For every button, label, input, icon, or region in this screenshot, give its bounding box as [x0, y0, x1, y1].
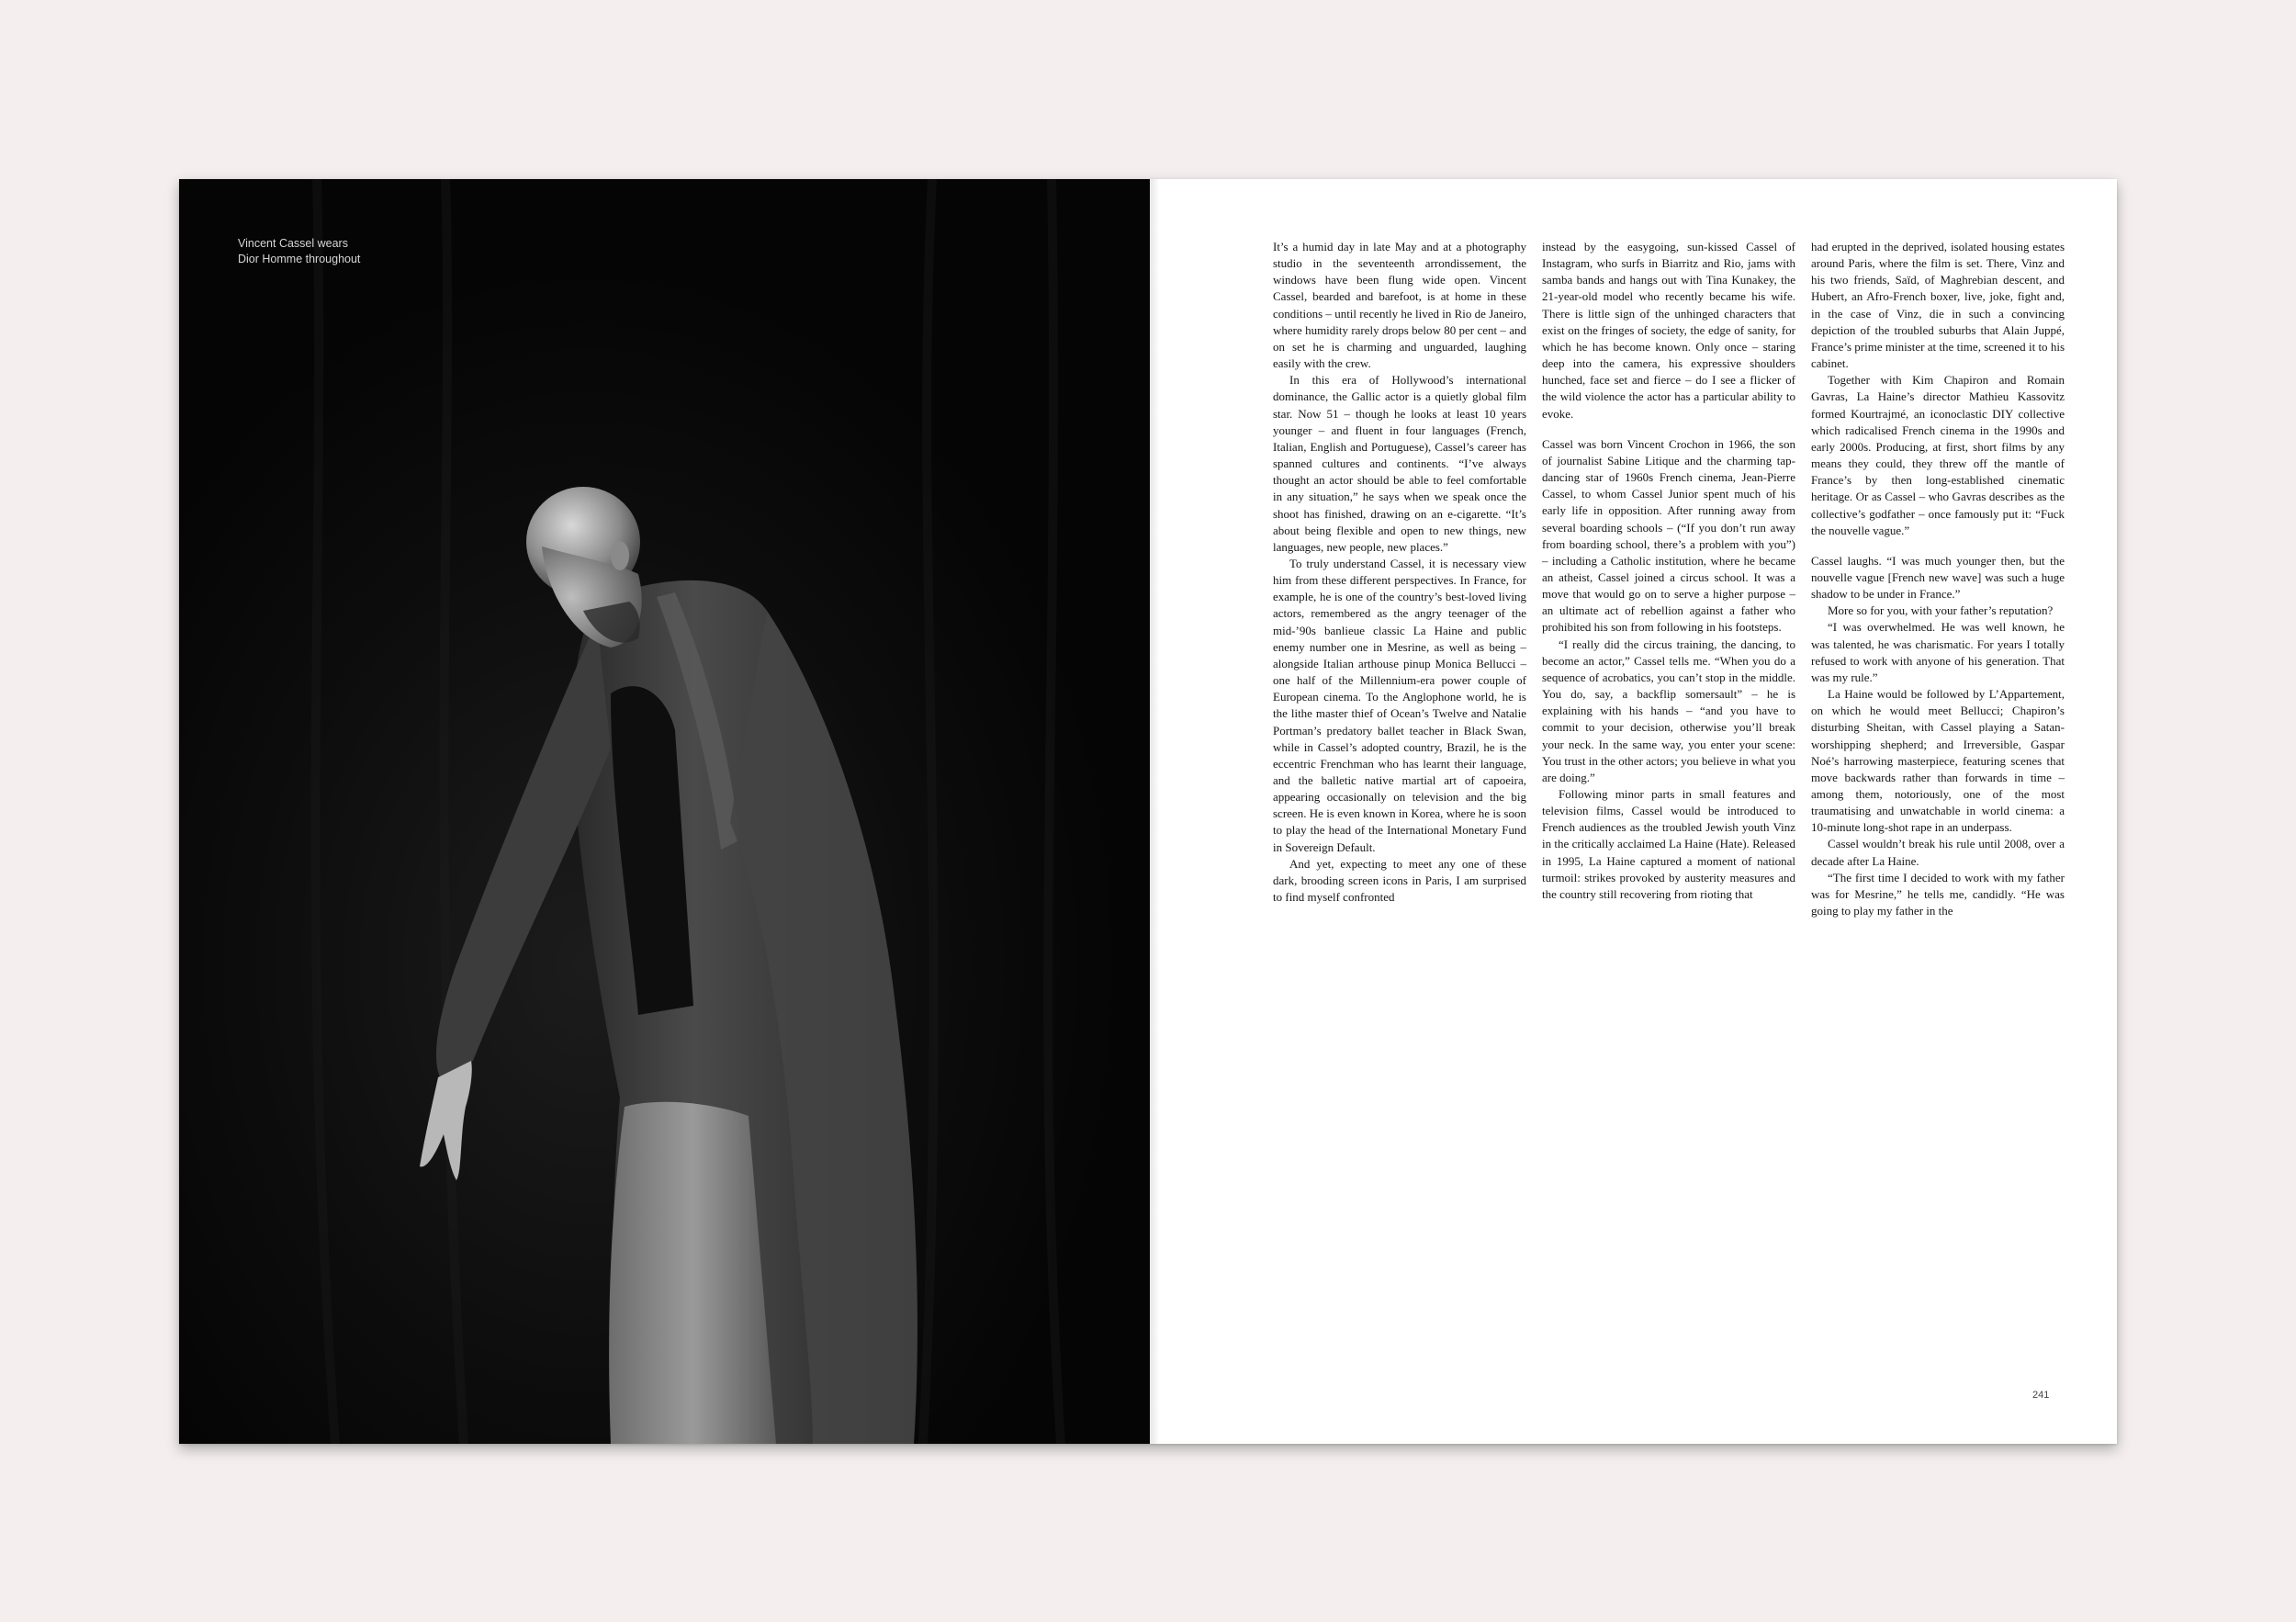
paragraph: “I really did the circus training, the dancing, to become an actor,” Cassel tells me. “When you do a sequence of acrobatics, you can’t stop in the middle. You do, say, a backflip somersault” – he is explaining with his hands – “and you have to commit to your decision, otherwise you’ll break your neck. In the same way, you enter your scene: You trust in the other actors; you believe in what you are doing.” — [1542, 636, 1795, 784]
paragraph: instead by the easygoing, sun-kissed Cassel of Instagram, who surfs in Biarritz and Rio, jams with samba bands and hangs out with Tina Kunakey, the 21-year-old model who recently became his wife. There is little sign of the unhinged characters that exist on the fringes of society, the edge of sanity, for which he has become known. Only once – staring deep into the camera, his expressive shoulders hunched, face set and fierce – do I see a flicker of the wild violence the actor has a particular ability to evoke. — [1542, 240, 1795, 421]
paragraph: had erupted in the deprived, isolated housing estates around Paris, where the film is set. There, Vinz and his two friends, Saïd, of Maghrebian descent, and Hubert, an Afro-French boxer, live, joke, fight and, in the case of Vinz, die in such a convincing depiction of the troubled suburbs that Alain Juppé, France’s prime minister at the time, screened it to his cabinet. — [1811, 240, 2065, 371]
paragraph: “I was overwhelmed. He was well known, he was talented, he was charismatic. For years I totally refused to work with anyone of his generation. That was my rule.” — [1811, 620, 2065, 684]
magazine-spread — [179, 179, 2117, 1444]
paragraph: And yet, expecting to meet any one of these dark, brooding screen icons in Paris, I am surprised to find myself confronted — [1273, 856, 1526, 905]
paragraph: Cassel laughs. “I was much younger then, but the nouvelle vague [French new wave] was such a huge shadow to be under in France.” — [1811, 553, 2065, 602]
paragraph: Together with Kim Chapiron and Romain Gavras, La Haine’s director Mathieu Kassovitz formed Kourtrajmé, an iconoclastic DIY collective which radicalised French cinema in the 1990s and early 2000s. Producing, at first, short films by any means they could, they threw off the mantle of France’s by then long-established cinematic heritage. Or as Cassel – who Gavras describes as the collective’s godfather – once famously put it: “Fuck the nouvelle vague.” — [1811, 373, 2065, 537]
page-number: 241 — [2032, 1390, 2050, 1401]
left-page-photo — [179, 179, 1150, 1444]
paragraph: La Haine would be followed by L’Appartement, on which he would meet Bellucci; Chapiron’s disturbing Sheitan, with Cassel playing a Satan-worshipping shepherd; and Irreversible, Gaspar Noé’s harrowing masterpiece, featuring scenes that move backwards rather than forwards in time – among them, notoriously, one of the most traumatising and unwatchable in world cinema: a 10-minute long-shot rape in an underpass. — [1811, 687, 2065, 835]
photo-caption — [238, 236, 458, 267]
paragraph: In this era of Hollywood’s international dominance, the Gallic actor is a quietly global film star. Now 51 – though he looks at least 10 years younger – and fluent in four languages (French, Italian, English and Portuguese), Cassel’s career has spanned cultures and continents. “I’ve always thought an actor should be able to feel comfortable in any situation,” he says when we speak once the shoot has finished, drawing on an e-cigarette. “It’s about being flexible and open to new things, new languages, new people, new places.” — [1273, 373, 1526, 554]
caption-line: Dior Homme throughout — [238, 253, 361, 265]
paragraph: It’s a humid day in late May and at a photography studio in the seventeenth arrondissement, the windows have been flung wide open. Vincent Cassel, bearded and barefoot, is at home in these conditions – until recently he lived in Rio de Janeiro, where humidity rarely drops below 80 per cent – and on set he is charming and unguarded, laughing easily with the crew. — [1273, 240, 1526, 371]
paragraph: Following minor parts in small features and television films, Cassel would be introduced to French audiences as the troubled Jewish youth Vinz in the critically acclaimed La Haine (Hate). Released in 1995, La Haine captured a moment of national turmoil: strikes provoked by austerity measures and the country still recovering from rioting that — [1542, 787, 1795, 901]
paragraph: More so for you, with your father’s reputation? — [1828, 603, 2054, 618]
paragraph: Cassel wouldn’t break his rule until 2008, over a decade after La Haine. — [1811, 837, 2065, 868]
right-page-article — [1150, 179, 2117, 1444]
paragraph: Cassel was born Vincent Crochon in 1966, the son of journalist Sabine Litique and the charming tap-dancing star of 1960s French cinema, Jean-Pierre Cassel, to whom Cassel Junior spent much of his early life in opposition. After running away from several boarding schools – (“If you don’t run away from boarding school, there’s a problem with you”) – including a Catholic institution, where he became an atheist, Cassel joined a circus school. It was a move that would go on to serve a higher purpose – an ultimate act of rebellion against a father who prohibited his son from following in his footsteps. — [1542, 436, 1795, 635]
article-column-3 — [1811, 239, 2065, 919]
article-column-2 — [1542, 239, 1795, 903]
article-column-1 — [1273, 239, 1526, 906]
paragraph: “The first time I decided to work with my father was for Mesrine,” he tells me, candidly. “He was going to play my father in the — [1811, 870, 2065, 918]
portrait-photo — [179, 179, 1150, 1444]
caption-line: Vincent Cassel wears — [238, 237, 348, 250]
paragraph: To truly understand Cassel, it is necessary view him from these different perspectives. In France, for example, he is one of the country’s best-loved living actors, remembered as the angry teenager of the mid-’90s banlieue classic La Haine and public enemy number one in Mesrine, as well as being – alongside Italian arthouse pinup Monica Bellucci – one half of the Millennium-era power couple of European cinema. To the Anglophone world, he is the lithe master thief of Ocean’s Twelve and Natalie Portman’s predatory ballet teacher in Black Swan, while in Cassel’s adopted country, Brazil, he is the eccentric Frenchman who has learnt their language, and the balletic native martial art of capoeira, appearing occasionally on television and the big screen. He is even known in Korea, where he is soon to play the head of the International Monetary Fund in Sovereign Default. — [1273, 556, 1526, 854]
